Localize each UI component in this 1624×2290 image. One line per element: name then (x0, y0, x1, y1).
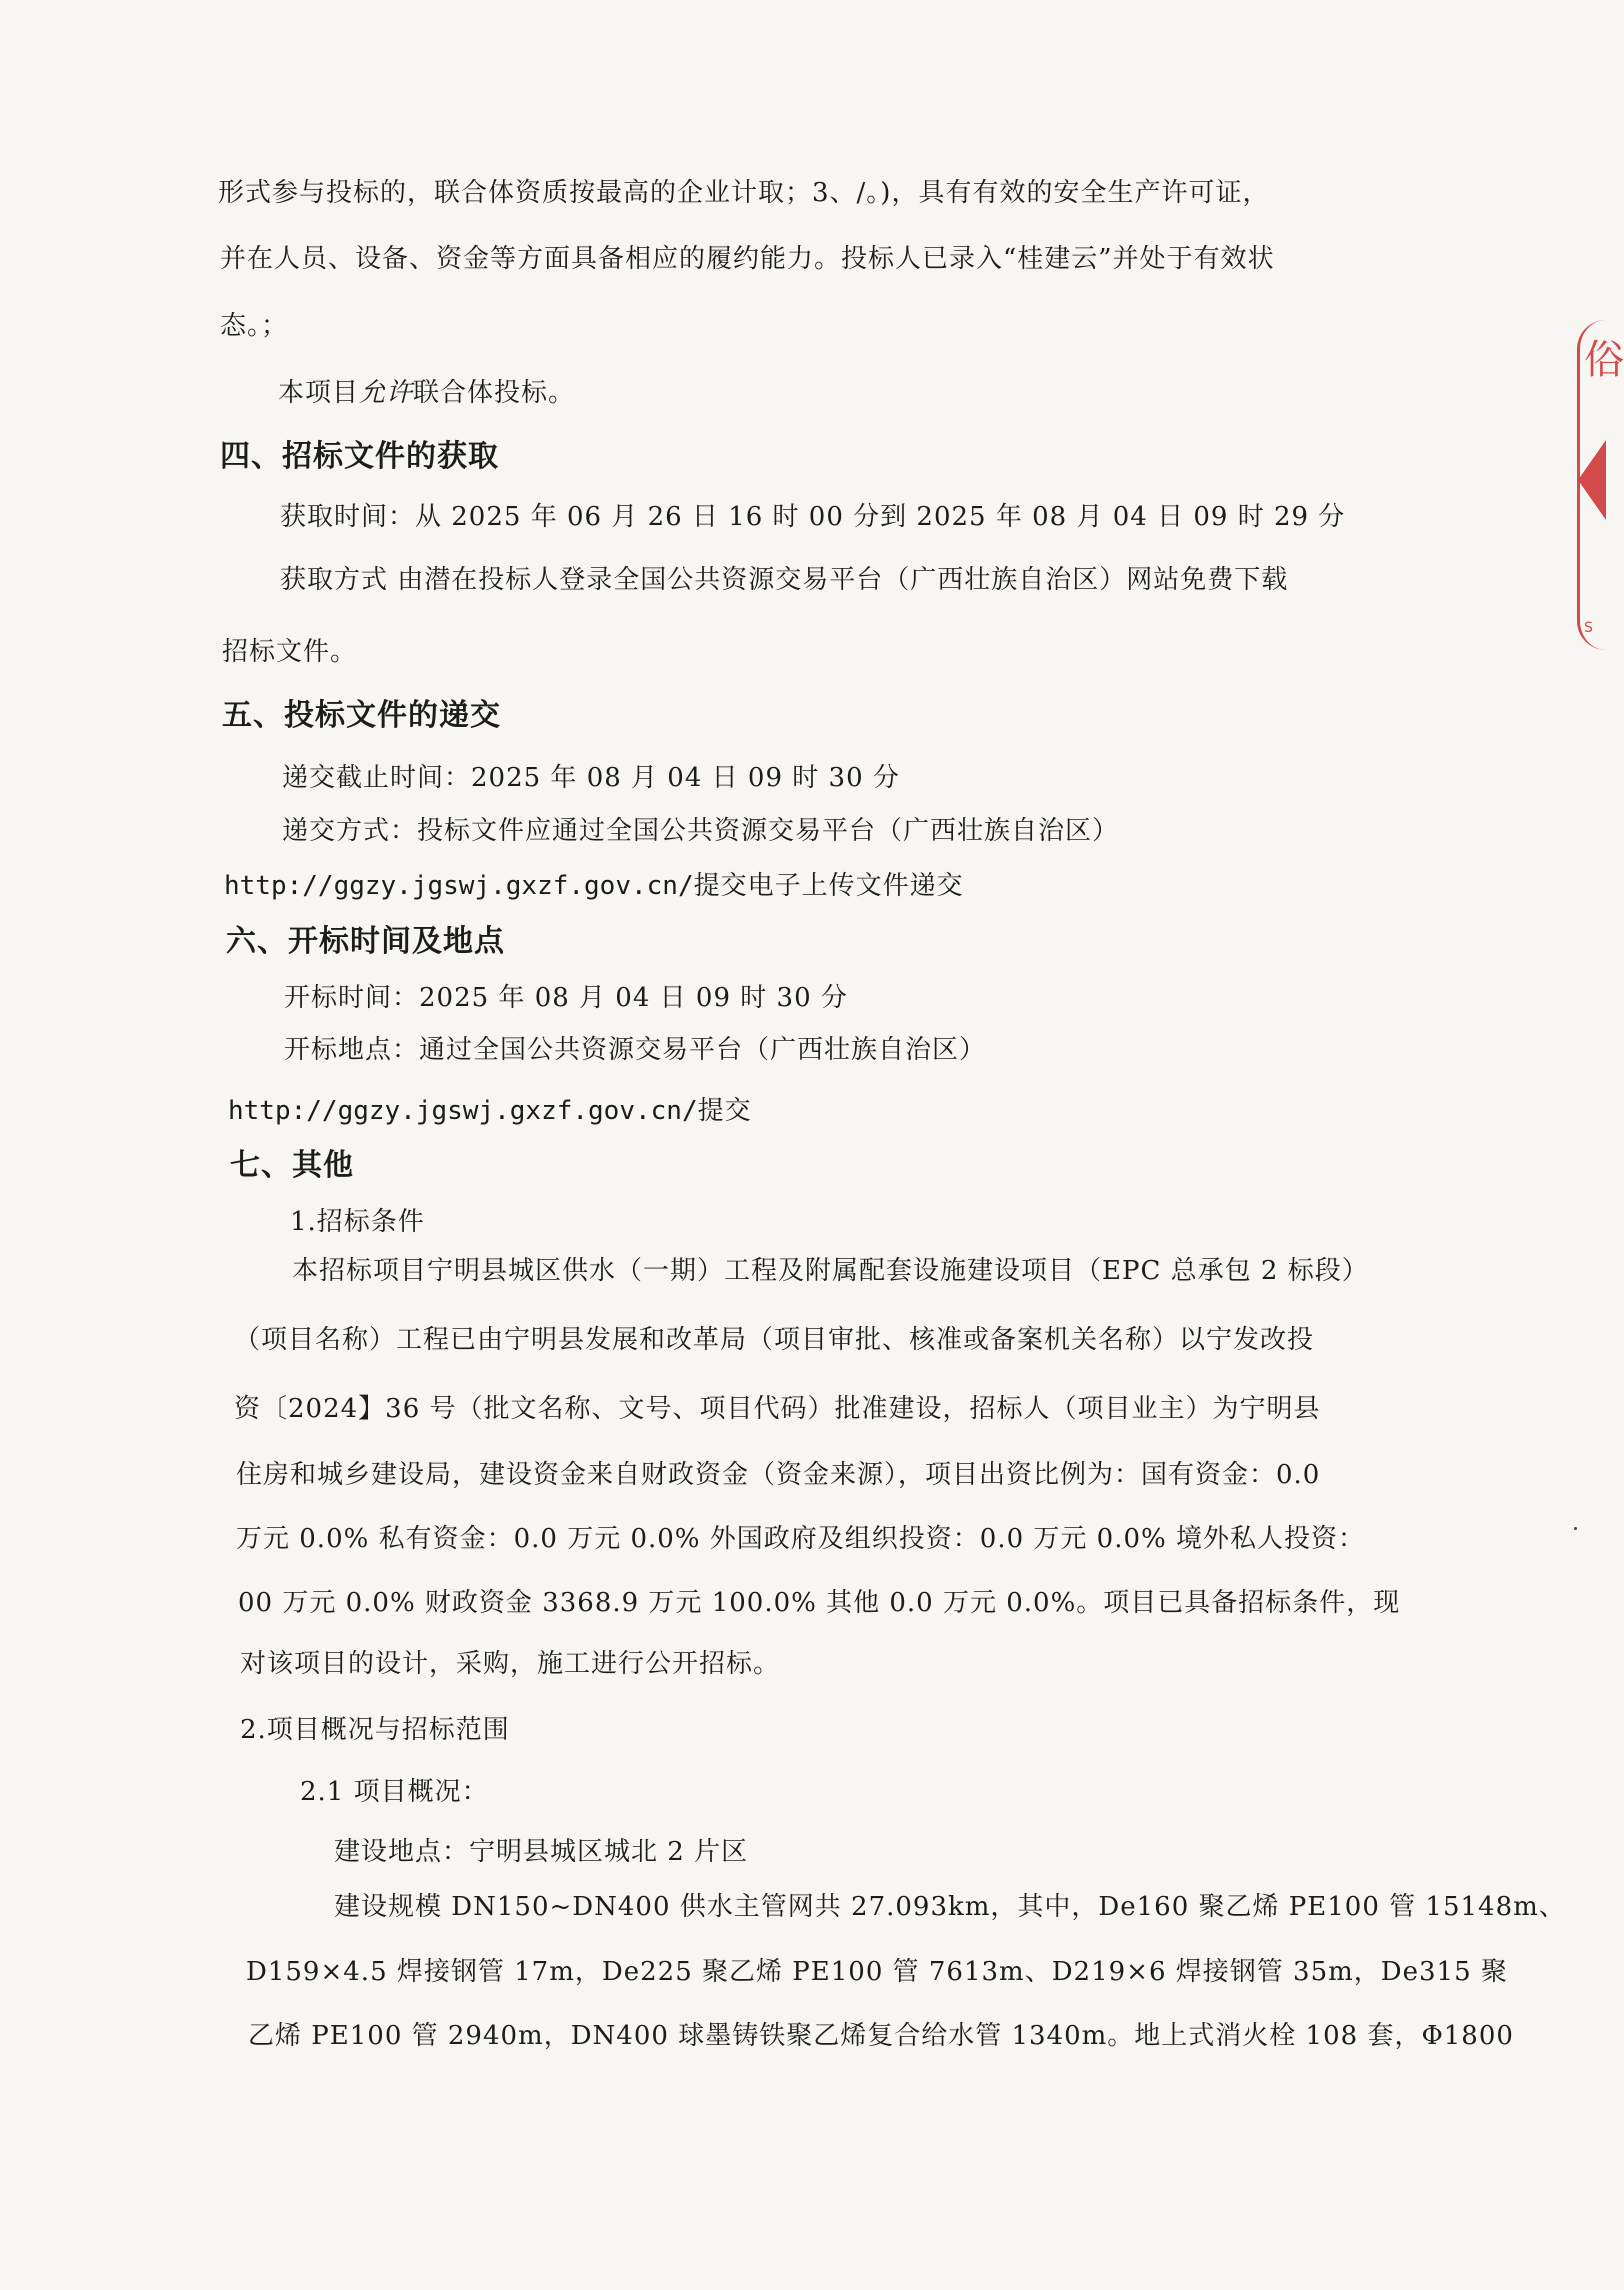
seal-mark: S (1584, 620, 1593, 636)
paragraph-line: 形式参与投标的，联合体资质按最高的企业计取；3、/。)，具有有效的安全生产许可证， (218, 178, 1270, 208)
paragraph-line: 获取方式 由潜在投标人登录全国公共资源交易平台（广西壮族自治区）网站免费下载 (280, 565, 1289, 595)
paragraph-line: D159×4.5 焊接钢管 17m，De225 聚乙烯 PE100 管 7613m、D219×6 焊接钢管 35m，De315 聚 (246, 1957, 1508, 1987)
paragraph-line: 开标时间：2025 年 08 月 04 日 09 时 30 分 (284, 983, 848, 1013)
url-text: http://ggzy.jgswj.gxzf.gov.cn/ (228, 1096, 698, 1126)
paragraph-line: 递交方式：投标文件应通过全国公共资源交易平台（广西壮族自治区） (282, 816, 1120, 846)
paragraph-line: 00 万元 0.0% 财政资金 3368.9 万元 100.0% 其他 0.0 万元 0.0%。项目已具备招标条件，现 (238, 1588, 1401, 1618)
paragraph-line: 万元 0.0% 私有资金：0.0 万元 0.0% 外国政府及组织投资：0.0 万元 0.0% 境外私人投资： (236, 1524, 1365, 1554)
paragraph-line: 建设规模 DN150~DN400 供水主管网共 27.093km，其中，De160 聚乙烯 PE100 管 15148m、 (334, 1892, 1566, 1922)
paragraph-line: 2.项目概况与招标范围 (240, 1715, 510, 1745)
section-heading: 七、其他 (230, 1148, 354, 1183)
paragraph-line: 并在人员、设备、资金等方面具备相应的履约能力。投标人已录入“桂建云”并处于有效状 (220, 244, 1275, 274)
paragraph-line: 态。； (220, 311, 289, 341)
paragraph-line: 获取时间：从 2025 年 06 月 26 日 16 时 00 分到 2025 年 08 月 04 日 09 时 29 分 (280, 502, 1346, 532)
paragraph-line: 递交截止时间：2025 年 08 月 04 日 09 时 30 分 (282, 763, 900, 793)
paragraph-line: 建设地点：宁明县城区城北 2 片区 (334, 1837, 749, 1867)
paragraph-line: 对该项目的设计，采购，施工进行公开招标。 (240, 1649, 781, 1679)
paragraph-line: 招标文件。 (222, 637, 358, 667)
paragraph-line: 资〔2024】36 号（批文名称、文号、项目代码）批准建设，招标人（项目业主）为宁明县 (234, 1394, 1321, 1424)
paragraph-line (228, 1094, 752, 1128)
seal-character: 俗 (1584, 337, 1624, 383)
paragraph-line: 本招标项目宁明县城区供水（一期）工程及附属配套设施建设项目（EPC 总承包 2 标段） (292, 1256, 1369, 1286)
paragraph-line: 乙烯 PE100 管 2940m，DN400 球墨铸铁聚乙烯复合给水管 1340m。地上式消火栓 108 套，Φ1800 (248, 2021, 1514, 2051)
url-text: http://ggzy.jgswj.gxzf.gov.cn/ (224, 871, 694, 901)
paragraph-line: 住房和城乡建设局，建设资金来自财政资金（资金来源），项目出资比例为：国有资金：0.0 (236, 1460, 1321, 1490)
paragraph-line (224, 869, 964, 903)
handwritten-text: 允许 (359, 378, 414, 408)
text-run: 提交 (697, 1096, 752, 1126)
paragraph-line: （项目名称）工程已由宁明县发展和改革局（项目审批、核准或备案机关名称）以宁发改投 (234, 1325, 1315, 1355)
section-heading: 六、开标时间及地点 (226, 924, 505, 959)
paragraph-line: 2.1 项目概况： (300, 1777, 489, 1807)
section-heading: 五、投标文件的递交 (222, 698, 501, 733)
text-run: 提交电子上传文件递交 (693, 871, 964, 901)
text-run: 本项目 (278, 378, 360, 408)
scan-speck (1574, 1527, 1577, 1530)
text-run: 联合体投标。 (413, 378, 576, 408)
paragraph-line (278, 376, 575, 410)
paragraph-line: 1.招标条件 (290, 1207, 425, 1237)
paragraph-line: 开标地点：通过全国公共资源交易平台（广西壮族自治区） (284, 1035, 987, 1065)
seal-star-icon (1578, 440, 1606, 520)
section-heading: 四、招标文件的获取 (220, 439, 499, 474)
